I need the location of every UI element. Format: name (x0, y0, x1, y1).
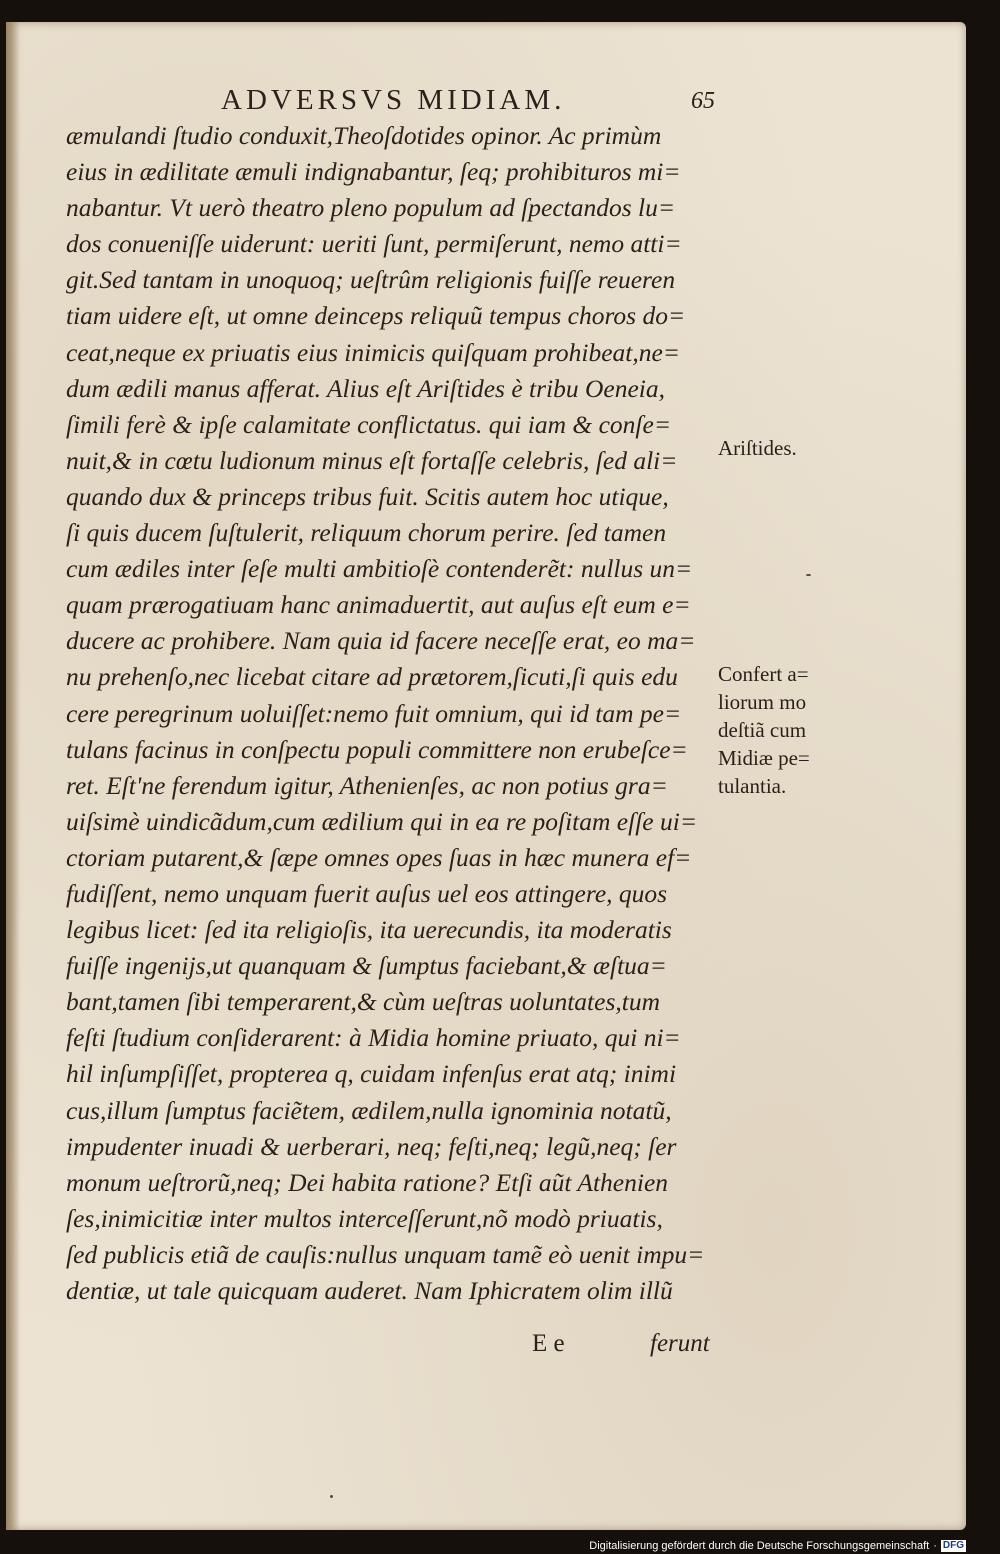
text-line: cum ædiles inter ſeſe multi ambitioſè contenderẽt: nullus un= (66, 554, 693, 584)
page-gutter-shadow (6, 22, 20, 1530)
text-line: tulans facinus in conſpectu populi committere non erubeſce= (66, 734, 688, 764)
text-line: impudenter inuadi & uerberari, neq; feſti,neq; legũ,neq; ſer (66, 1131, 677, 1161)
book-page (6, 22, 966, 1530)
margin-note-line: Midiæ pe= (718, 746, 810, 770)
text-line: bant,tamen ſibi temperarent,& cùm ueſtras uoluntates,tum (66, 987, 660, 1017)
text-line: ſimili ferè & ipſe calamitate conflictatus. qui iam & conſe= (66, 409, 672, 439)
text-line: quam prærogatiuam hanc animaduertit, aut auſus eſt eum e= (66, 590, 691, 620)
text-line: dos conueniſſe uiderunt: ueriti ſunt, permiſerunt, nemo atti= (66, 229, 682, 259)
text-line: ctoriam putarent,& ſæpe omnes opes ſuas in hæc munera ef= (66, 842, 692, 872)
text-line: ſi quis ducem ſuſtulerit, reliquum chorum perire. ſed tamen (66, 518, 667, 548)
paper-speck (806, 574, 811, 576)
dfg-logo-icon: DFG (942, 1540, 964, 1551)
body-text (66, 118, 726, 1309)
text-line: git.Sed tantam in unoquoq; ueſtrûm religionis fuiſſe reueren (66, 265, 676, 295)
text-line: ducere ac prohibere. Nam quia id facere neceſſe erat, eo ma= (66, 626, 696, 656)
text-line: eius in ædilitate æmuli indignabantur, ſeq; prohibituros mi= (66, 157, 681, 187)
running-head: ADVERSVS MIDIAM. (221, 84, 566, 116)
text-line: nabantur. Vt uerò theatro pleno populum ad ſpectandos lu= (66, 193, 676, 223)
margin-note-aristides (718, 434, 848, 462)
text-line: ceat,neque ex priuatis eius inimicis quiſquam prohibeat,ne= (66, 337, 680, 367)
text-line: quando dux & princeps tribus fuit. Scitis autem hoc utique, (66, 481, 669, 511)
text-line: cus,illum ſumptus faciẽtem, ædilem,nulla ignominia notatũ, (66, 1095, 672, 1125)
text-line: hil inſumpſiſſet, propterea q, cuidam infenſus erat atq; inimi (66, 1059, 677, 1089)
text-line: ſes,inimicitiæ inter multos interceſſerunt,nõ modò priuatis, (66, 1203, 663, 1233)
text-line: tiam uidere eſt, ut omne deinceps reliquũ tempus choros do= (66, 301, 686, 331)
text-line: ſed publicis etiã de cauſis:nullus unquam tamẽ eò uenit impu= (66, 1239, 705, 1269)
text-line: dum ædili manus afferat. Alius eſt Ariſtides è tribu Oeneia, (66, 373, 666, 403)
footer-credit: Digitalisierung gefördert durch die Deutsche Forschungsgemeinschaft (589, 1540, 930, 1552)
text-line: uiſsimè uindicãdum,cum ædilium qui in ea re poſitam eſſe ui= (66, 806, 698, 836)
margin-note-line: tulantia. (718, 774, 787, 798)
text-line: fuiſſe ingenijs,ut quanquam & ſumptus faciebant,& æſtua= (66, 951, 667, 981)
page-number: 65 (691, 88, 715, 114)
text-line: ret. Eſt'ne ferendum igitur, Athenienſes, ac non potius gra= (66, 770, 668, 800)
signature-mark: E e (532, 1330, 565, 1357)
text-line: feſti ſtudium conſiderarent: à Midia homine priuato, qui ni= (66, 1023, 681, 1053)
text-line: æmulandi ſtudio conduxit,Theoſdotides opinor. Ac primùm (66, 121, 662, 150)
text-line: nuit,& in cœtu ludionum minus eſt fortaſſe celebris, ſed ali= (66, 445, 678, 475)
margin-note-line: Confert a= (718, 662, 809, 686)
text-line: fudiſſent, nemo unquam fuerit auſus uel eos attingere, quos (66, 878, 668, 908)
digitization-footer: Digitalisierung gefördert durch die Deutsche Forschungsgemeinschaft · DFG (589, 1540, 964, 1552)
text-line: legibus licet: ſed ita religioſis, ita uerecundis, ita moderatis (66, 915, 672, 945)
text-line: monum ueſtrorũ,neq; Dei habita ratione? Etſi aũt Athenien (66, 1167, 669, 1197)
text-line: cere peregrinum uoluiſſet:nemo fuit omnium, qui id tam pe= (66, 698, 682, 728)
margin-note-text: Ariſtides. (718, 436, 797, 460)
margin-note-line: deſtiã cum (718, 718, 807, 742)
catchword-line (66, 1330, 726, 1366)
margin-note-confert (718, 660, 848, 800)
text-line: nu prehenſo,nec licebat citare ad prætorem,ſicuti,ſi quis edu (66, 662, 678, 692)
catchword: ferunt (650, 1330, 710, 1357)
margin-note-line: liorum mo (718, 690, 807, 714)
text-line: dentiæ, ut tale quicquam auderet. Nam Iphicratem olim illũ (66, 1276, 673, 1305)
paper-speck (330, 1495, 333, 1498)
